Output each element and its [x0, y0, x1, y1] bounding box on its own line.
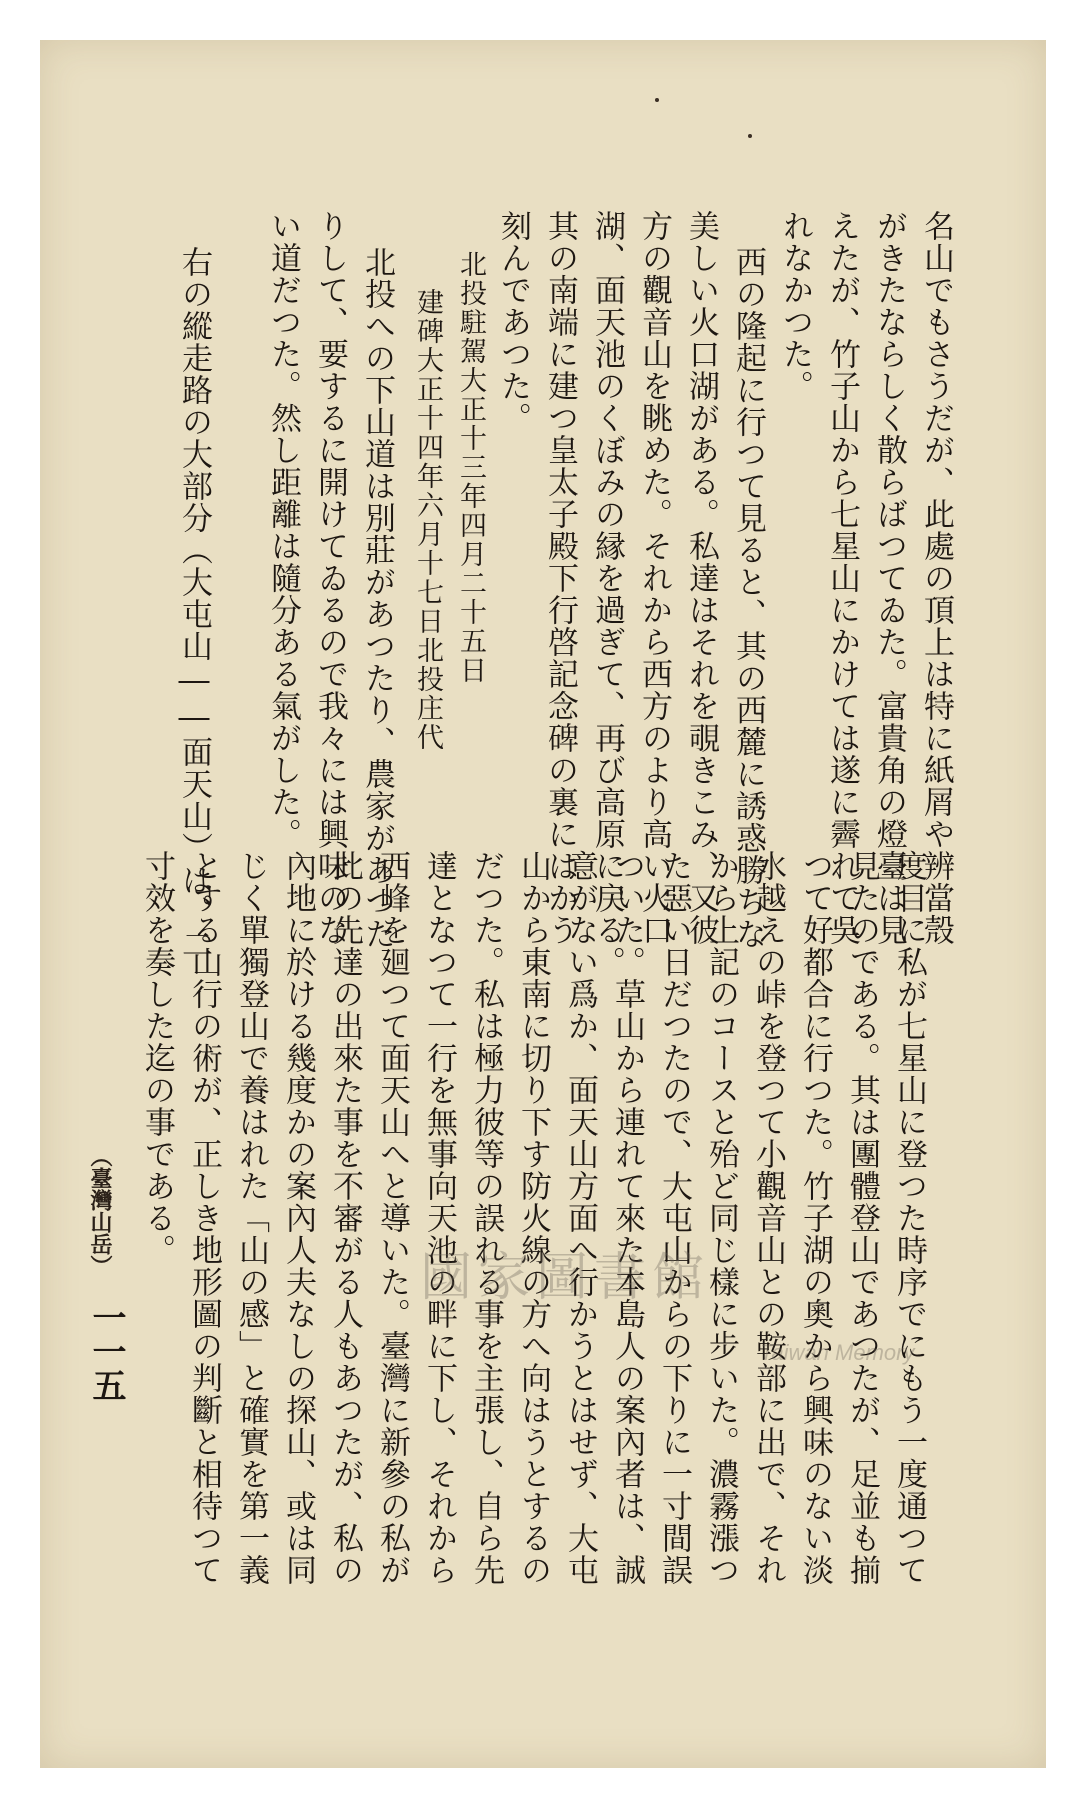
- text-column: 寸效を奏した迄の事である。: [139, 850, 175, 1266]
- inscription-line: 建碑大正十四年六月十七日北投庄代: [412, 288, 443, 752]
- page-number: 一一五: [86, 1300, 126, 1402]
- text-column: 此の先達の出來た事を不審がる人もあつたが、私の: [327, 850, 363, 1586]
- text-column: 度目に私が七星山に登つた時序でにもう一度通つて: [891, 850, 927, 1586]
- book-page: [40, 40, 1046, 1768]
- text-column: とする山行の術が、正しき地形圖の判斷と相待つて: [186, 850, 222, 1586]
- journal-title: （臺灣山岳）: [87, 1145, 113, 1277]
- text-column: 刻んであつた。: [495, 210, 531, 434]
- text-column: 北投への下山道は別莊があつたり、農家があつた: [359, 246, 395, 950]
- text-column: 意がない爲か、面天山方面へ行かうとはせず、大屯: [562, 850, 598, 1586]
- text-column: い道だつた。然し距離は隨分ある氣がした。: [265, 210, 301, 850]
- ink-speck: [655, 98, 659, 102]
- text-column: 其の南端に建つ皇太子殿下行啓記念碑の裏にはかう: [542, 210, 578, 946]
- text-column: から上記のコースと殆ど同じ樣に步いた。濃霧漲つ: [703, 850, 739, 1586]
- text-column: 達となつて一行を無事向天池の畔に下し、それから: [421, 850, 457, 1586]
- text-column: 右の縱走路の大部分（大屯山――面天山）は、二: [176, 246, 212, 960]
- text-column: 湖、面天池のくぼみの縁を過ぎて、再び高原に戻る。: [589, 210, 625, 978]
- text-column: 水越えの峠を登つて小觀音山との鞍部に出で、それ: [750, 850, 786, 1586]
- text-column: がきたならしく散らばつてゐた。富貴角の燈臺は見: [871, 210, 907, 946]
- text-column: 西の隆起に行つて見ると、其の西麓に誘惑勝ちな: [730, 246, 766, 950]
- text-column: れなかつた。: [777, 210, 813, 402]
- text-column: りして、要するに開けてゐるので我々には興味のな: [312, 210, 348, 946]
- text-column: じく單獨登山で養はれた「山の感」と確實を第一義: [233, 850, 269, 1586]
- text-column: だつた。私は極力彼等の誤れる事を主張し、自ら先: [468, 850, 504, 1586]
- text-column: つて好都合に行つた。竹子湖の奧から興味のない淡: [797, 850, 833, 1586]
- text-column: 名山でもさうだが、此處の頂上は特に紙屑や辨當殼: [918, 210, 954, 946]
- ink-speck: [748, 134, 752, 138]
- text-column: えたが、竹子山から七星山にかけては遂に霽れて吳: [824, 210, 860, 946]
- text-column: ついた。草山から連れて來た本島人の案內者は、誠: [609, 850, 645, 1586]
- text-column: 內地に於ける幾度かの案內人夫なしの探山、或は同: [280, 850, 316, 1586]
- library-watermark: 國家圖書館: [420, 1248, 711, 1308]
- text-column: 西峰を廻つて面天山へと導いた。臺灣に新參の私が: [374, 850, 410, 1586]
- inscription-line: 北投駐駕大正十三年四月二十五日: [455, 250, 486, 685]
- text-column: 方の觀音山を眺めた。それから西方のより高い火口: [636, 210, 672, 946]
- text-column: た惡い日だつたので、大屯山からの下りに一寸間誤: [656, 850, 692, 1586]
- text-column: 美しい火口湖がある。私達はそれを覗きこみ、又彼: [683, 210, 719, 946]
- text-column: 山から東南に切り下す防火線の方へ向はうとするの: [515, 850, 551, 1586]
- watermark-latin: Taiwan Memory: [760, 1340, 915, 1365]
- text-column: 見たのである。其は團體登山であつたが、足並も揃: [844, 850, 880, 1586]
